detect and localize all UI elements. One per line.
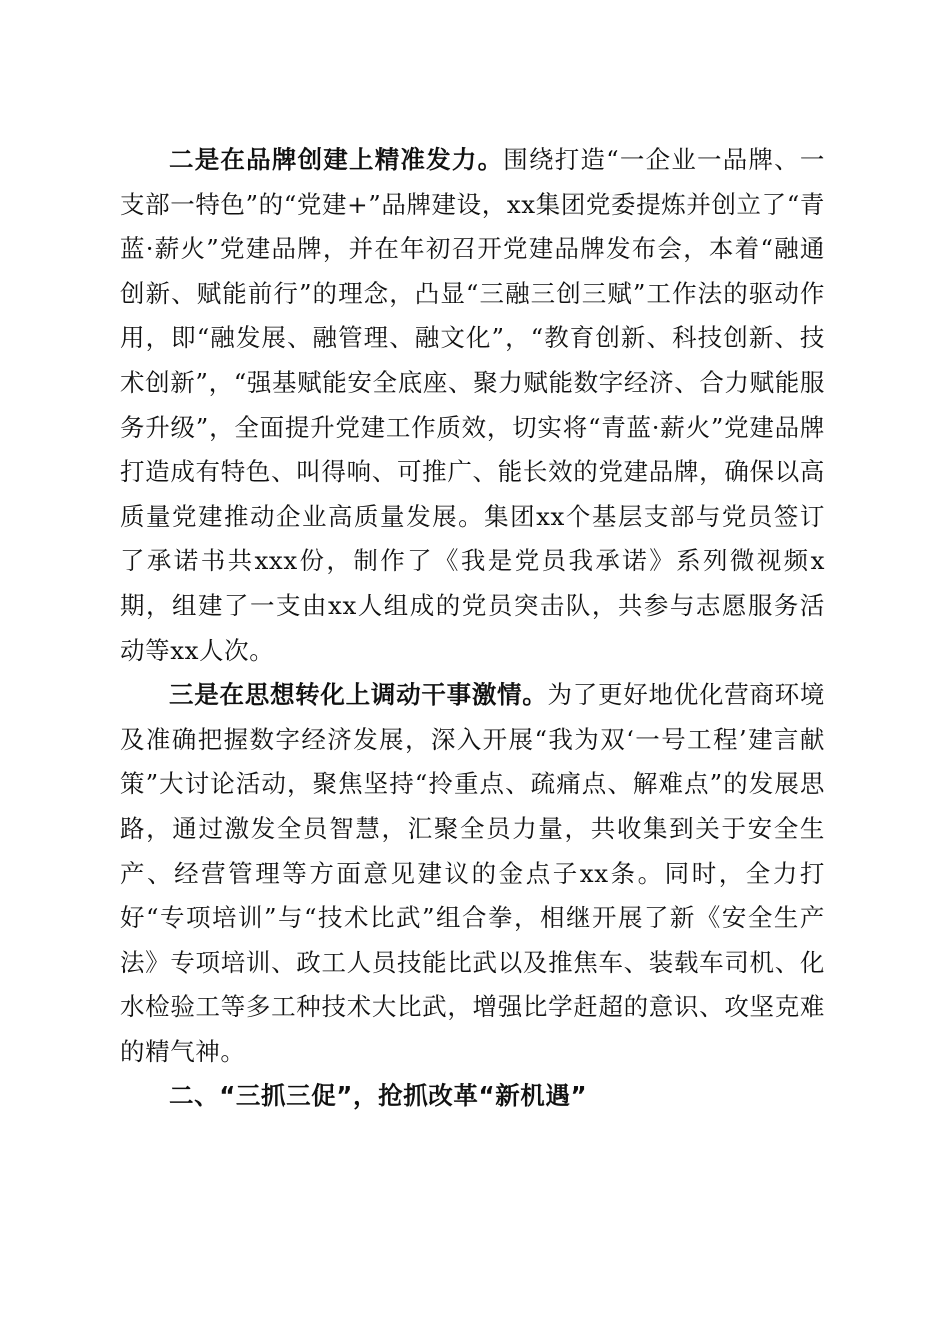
paragraph-thought-transformation: [120, 673, 825, 1074]
paragraph-lead: 三是在思想转化上调动干事激情。: [169, 680, 548, 710]
document-page: [120, 138, 825, 1119]
paragraph-body: 为了更好地优化营商环境及准确把握数字经济发展，深入开展“我为双‘一号工程’建言献策”大讨论活动，聚焦坚持“拎重点、疏痛点、解难点”的发展思路，通过激发全员智慧，汇聚全员力量，共收集到关于安全生产、经营管理等方面意见建议的金点子xx条。同时，全力打好“专项培训”与“技术比武”组合拳，相继开展了新《安全生产法》专项培训、政工人员技能比武以及推焦车、装载车司机、化水检验工等多工种技术大比武，增强比学赶超的意识、攻坚克难的精气神。: [120, 680, 826, 1066]
paragraph-lead: 二是在品牌创建上精准发力。: [169, 145, 504, 174]
paragraph-body: 围绕打造“一企业一品牌、一支部一特色”的“党建+”品牌建设，xx集团党委提炼并创立了“青蓝·薪火”党建品牌，并在年初召开党建品牌发布会，本着“融通创新、赋能前行”的理念，凸显“三融三创三赋”工作法的驱动作用，即“融发展、融管理、融文化”，“教育创新、科技创新、技术创新”，“强基赋能安全底座、聚力赋能数字经济、合力赋能服务升级”，全面提升党建工作质效，切实将“青蓝·薪火”党建品牌打造成有特色、叫得响、可推广、能长效的党建品牌，确保以高质量党建推动企业高质量发展。集团xx个基层支部与党员签订了承诺书共xxx份，制作了《我是党员我承诺》系列微视频x期，组建了一支由xx人组成的党员突击队，共参与志愿服务活动等xx人次。: [120, 145, 825, 665]
section-heading: 二、“三抓三促”，抢抓改革“新机遇”: [169, 1081, 588, 1111]
paragraph-brand-building: [120, 138, 825, 673]
